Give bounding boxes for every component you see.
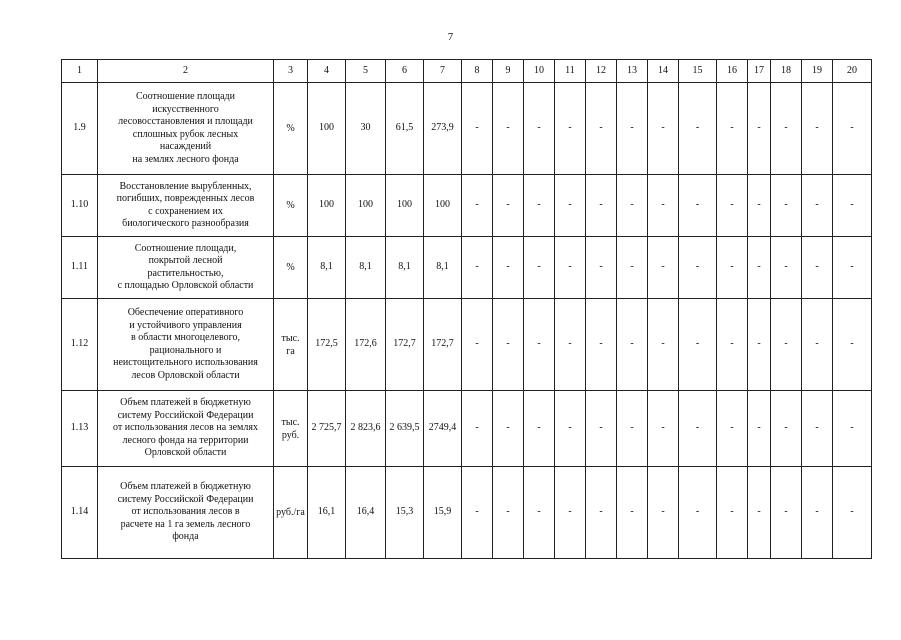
empty-cell: - <box>833 391 872 467</box>
empty-cell: - <box>555 237 586 299</box>
empty-cell: - <box>648 467 679 559</box>
value-cell: 100 <box>424 175 462 237</box>
empty-cell: - <box>748 237 771 299</box>
empty-cell: - <box>648 391 679 467</box>
empty-cell: - <box>771 83 802 175</box>
empty-cell: - <box>586 83 617 175</box>
col-header: 18 <box>771 60 802 83</box>
unit-cell: тыс. руб. <box>274 391 308 467</box>
row-number: 1.10 <box>62 175 98 237</box>
empty-cell: - <box>462 175 493 237</box>
empty-cell: - <box>802 391 833 467</box>
empty-cell: - <box>493 175 524 237</box>
empty-cell: - <box>748 299 771 391</box>
value-cell: 30 <box>346 83 386 175</box>
value-cell: 2 823,6 <box>346 391 386 467</box>
value-cell: 15,3 <box>386 467 424 559</box>
empty-cell: - <box>717 467 748 559</box>
empty-cell: - <box>462 299 493 391</box>
empty-cell: - <box>462 237 493 299</box>
col-header: 15 <box>679 60 717 83</box>
empty-cell: - <box>586 175 617 237</box>
unit-cell: % <box>274 237 308 299</box>
unit-cell: % <box>274 175 308 237</box>
table-row <box>62 467 872 559</box>
col-header: 17 <box>748 60 771 83</box>
indicator-name: Обеспечение оперативного и устойчивого управления в области многоцелевого, рационального и неистощительного использования лесов Орловской области <box>98 299 274 391</box>
value-cell: 172,7 <box>386 299 424 391</box>
value-cell: 172,6 <box>346 299 386 391</box>
row-number: 1.12 <box>62 299 98 391</box>
empty-cell: - <box>524 83 555 175</box>
col-header: 20 <box>833 60 872 83</box>
empty-cell: - <box>617 467 648 559</box>
empty-cell: - <box>679 175 717 237</box>
col-header: 16 <box>717 60 748 83</box>
indicator-name: Соотношение площади искусственного лесовосстановления и площади сплошных рубок лесных насаждений на землях лесного фонда <box>98 83 274 175</box>
empty-cell: - <box>648 83 679 175</box>
empty-cell: - <box>462 467 493 559</box>
empty-cell: - <box>802 237 833 299</box>
table-row <box>62 83 872 175</box>
value-cell: 273,9 <box>424 83 462 175</box>
empty-cell: - <box>679 83 717 175</box>
empty-cell: - <box>648 299 679 391</box>
indicator-name: Объем платежей в бюджетную систему Российской Федерации от использования лесов на землях лесного фонда на территории Орловской области <box>98 391 274 467</box>
empty-cell: - <box>524 299 555 391</box>
empty-cell: - <box>617 83 648 175</box>
value-cell: 16,4 <box>346 467 386 559</box>
empty-cell: - <box>717 175 748 237</box>
value-cell: 100 <box>386 175 424 237</box>
value-cell: 61,5 <box>386 83 424 175</box>
table-row <box>62 175 872 237</box>
empty-cell: - <box>617 299 648 391</box>
empty-cell: - <box>555 391 586 467</box>
col-header: 7 <box>424 60 462 83</box>
value-cell: 172,5 <box>308 299 346 391</box>
empty-cell: - <box>717 391 748 467</box>
empty-cell: - <box>493 83 524 175</box>
col-header: 5 <box>346 60 386 83</box>
table-row <box>62 237 872 299</box>
unit-cell: % <box>274 83 308 175</box>
table-row <box>62 391 872 467</box>
row-number: 1.14 <box>62 467 98 559</box>
empty-cell: - <box>748 175 771 237</box>
empty-cell: - <box>617 237 648 299</box>
col-header: 4 <box>308 60 346 83</box>
value-cell: 100 <box>308 83 346 175</box>
empty-cell: - <box>617 391 648 467</box>
col-header: 19 <box>802 60 833 83</box>
row-number: 1.13 <box>62 391 98 467</box>
indicator-table <box>61 59 872 559</box>
empty-cell: - <box>679 237 717 299</box>
empty-cell: - <box>748 467 771 559</box>
empty-cell: - <box>524 467 555 559</box>
empty-cell: - <box>771 391 802 467</box>
page-number: 7 <box>447 31 454 43</box>
col-header: 3 <box>274 60 308 83</box>
col-header: 11 <box>555 60 586 83</box>
empty-cell: - <box>555 175 586 237</box>
value-cell: 2 639,5 <box>386 391 424 467</box>
empty-cell: - <box>833 467 872 559</box>
value-cell: 15,9 <box>424 467 462 559</box>
empty-cell: - <box>462 391 493 467</box>
unit-cell: руб./га <box>274 467 308 559</box>
indicator-name: Восстановление вырубленных, погибших, поврежденных лесов с сохранением их биологического разнообразия <box>98 175 274 237</box>
value-cell: 8,1 <box>386 237 424 299</box>
empty-cell: - <box>771 299 802 391</box>
empty-cell: - <box>555 83 586 175</box>
empty-cell: - <box>648 175 679 237</box>
empty-cell: - <box>802 83 833 175</box>
empty-cell: - <box>802 299 833 391</box>
empty-cell: - <box>493 299 524 391</box>
empty-cell: - <box>617 175 648 237</box>
col-header: 12 <box>586 60 617 83</box>
value-cell: 100 <box>346 175 386 237</box>
value-cell: 2749,4 <box>424 391 462 467</box>
col-header: 8 <box>462 60 493 83</box>
col-header: 9 <box>493 60 524 83</box>
empty-cell: - <box>586 391 617 467</box>
empty-cell: - <box>717 83 748 175</box>
empty-cell: - <box>717 299 748 391</box>
col-header: 14 <box>648 60 679 83</box>
empty-cell: - <box>748 391 771 467</box>
empty-cell: - <box>524 175 555 237</box>
col-header: 1 <box>62 60 98 83</box>
empty-cell: - <box>555 299 586 391</box>
table-row <box>62 299 872 391</box>
empty-cell: - <box>493 237 524 299</box>
empty-cell: - <box>802 467 833 559</box>
value-cell: 8,1 <box>308 237 346 299</box>
col-header: 6 <box>386 60 424 83</box>
empty-cell: - <box>493 467 524 559</box>
empty-cell: - <box>833 83 872 175</box>
value-cell: 16,1 <box>308 467 346 559</box>
empty-cell: - <box>679 391 717 467</box>
indicator-name: Объем платежей в бюджетную систему Российской Федерации от использования лесов в расчете на 1 га земель лесного фонда <box>98 467 274 559</box>
value-cell: 8,1 <box>346 237 386 299</box>
col-header: 10 <box>524 60 555 83</box>
value-cell: 8,1 <box>424 237 462 299</box>
empty-cell: - <box>771 175 802 237</box>
row-number: 1.11 <box>62 237 98 299</box>
empty-cell: - <box>679 467 717 559</box>
empty-cell: - <box>748 83 771 175</box>
empty-cell: - <box>586 237 617 299</box>
empty-cell: - <box>648 237 679 299</box>
col-header: 2 <box>98 60 274 83</box>
empty-cell: - <box>679 299 717 391</box>
empty-cell: - <box>462 83 493 175</box>
empty-cell: - <box>586 467 617 559</box>
empty-cell: - <box>771 467 802 559</box>
value-cell: 2 725,7 <box>308 391 346 467</box>
value-cell: 100 <box>308 175 346 237</box>
empty-cell: - <box>524 391 555 467</box>
empty-cell: - <box>493 391 524 467</box>
unit-cell: тыс. га <box>274 299 308 391</box>
empty-cell: - <box>802 175 833 237</box>
empty-cell: - <box>771 237 802 299</box>
empty-cell: - <box>717 237 748 299</box>
col-header: 13 <box>617 60 648 83</box>
empty-cell: - <box>833 237 872 299</box>
empty-cell: - <box>833 175 872 237</box>
empty-cell: - <box>524 237 555 299</box>
empty-cell: - <box>833 299 872 391</box>
header-row <box>62 60 872 83</box>
empty-cell: - <box>555 467 586 559</box>
empty-cell: - <box>586 299 617 391</box>
value-cell: 172,7 <box>424 299 462 391</box>
indicator-name: Соотношение площади, покрытой лесной растительностью, с площадью Орловской области <box>98 237 274 299</box>
row-number: 1.9 <box>62 83 98 175</box>
